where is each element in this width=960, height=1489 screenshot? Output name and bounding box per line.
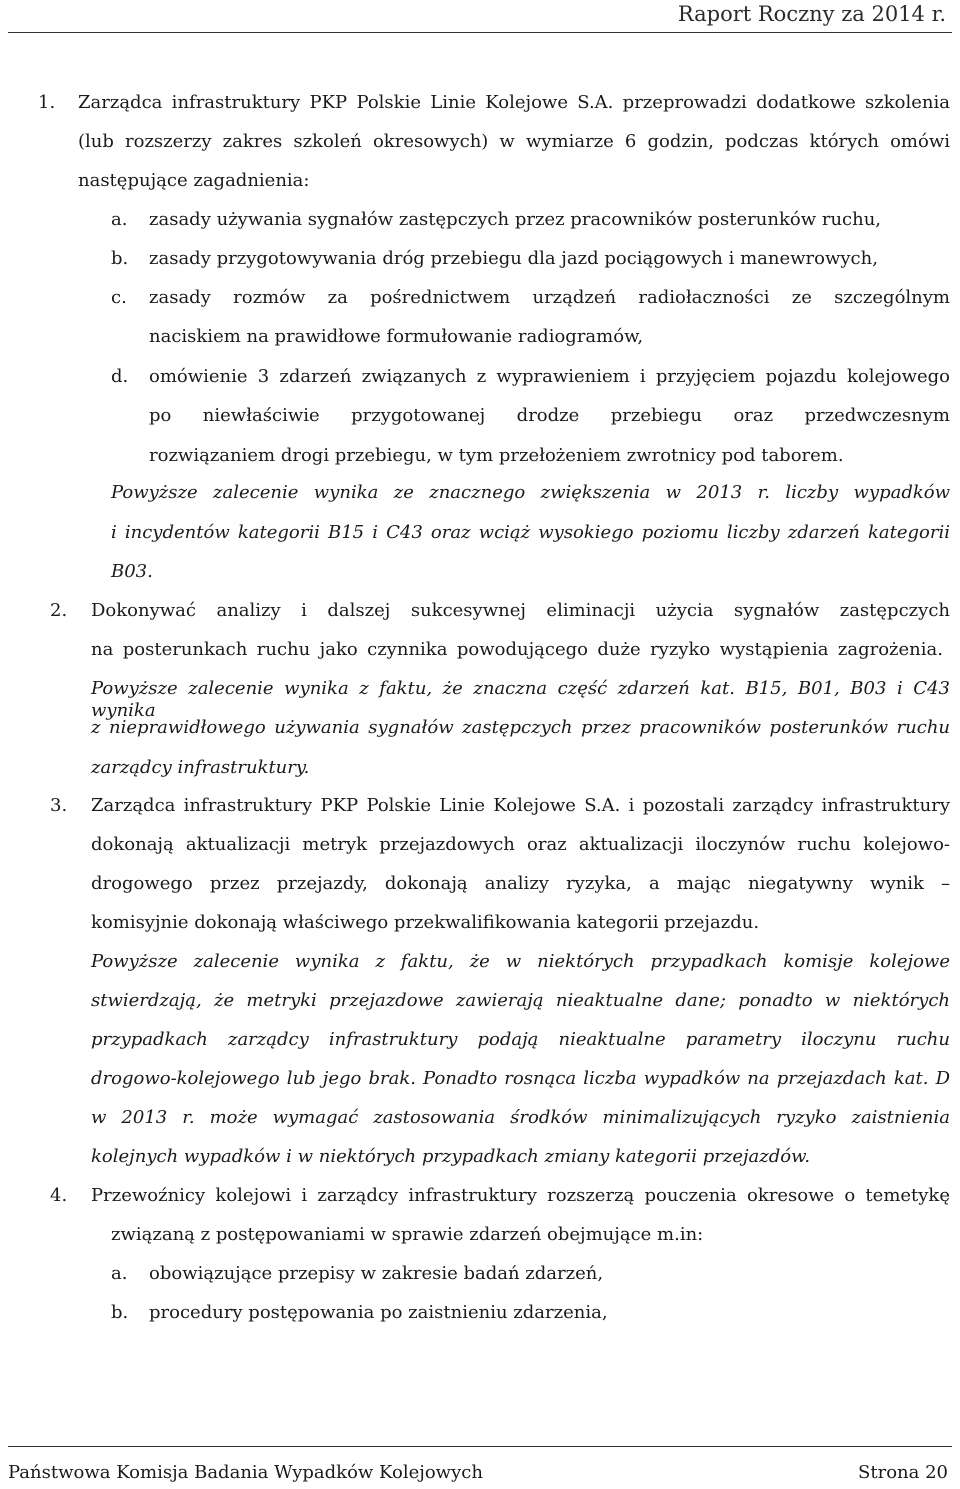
item-text-line: związaną z postępowaniami w sprawie zdarzeń obejmujące m.in: xyxy=(111,1224,704,1245)
item-note-line: drogowo-kolejowego lub jego brak. Ponadto rosnąca liczba wypadków na przejazdach kat. D xyxy=(91,1068,950,1089)
item-note-line: B03. xyxy=(111,561,153,582)
subitem-text: omówienie 3 zdarzeń związanych z wyprawieniem i przyjęciem pojazdu kolejowego xyxy=(149,366,950,387)
item-text-line: na posterunkach ruchu jako czynnika powodującego duże ryzyko wystąpienia zagrożenia. xyxy=(91,639,943,660)
subitem-letter: a. xyxy=(111,209,128,230)
page-number: Strona 20 xyxy=(858,1462,948,1483)
item-note-line: Powyższe zalecenie wynika ze znacznego zwiększenia w 2013 r. liczby wypadków xyxy=(111,482,950,503)
item-note-line: stwierdzają, że metryki przejazdowe zawierają nieaktualne dane; ponadto w niektórych xyxy=(91,990,950,1011)
item-number: 1. xyxy=(38,92,56,113)
item-note-line: Powyższe zalecenie wynika z faktu, że w niektórych przypadkach komisje kolejowe xyxy=(91,951,950,972)
header-divider xyxy=(8,32,952,33)
item-text-line: następujące zagadnienia: xyxy=(78,170,310,191)
subitem-text: zasady używania sygnałów zastępczych przez pracowników posterunków ruchu, xyxy=(149,209,882,230)
item-note-line: przypadkach zarządcy infrastruktury podają nieaktualne parametry iloczynu ruchu xyxy=(91,1029,950,1050)
report-title: Raport Roczny za 2014 r. xyxy=(677,2,946,26)
item-note-line: zarządcy infrastruktury. xyxy=(91,757,310,778)
item-note-line: w 2013 r. może wymagać zastosowania środków minimalizujących ryzyko zaistnienia xyxy=(91,1107,950,1128)
subitem-text: obowiązujące przepisy w zakresie badań zdarzeń, xyxy=(149,1263,604,1284)
item-note-line: Powyższe zalecenie wynika z faktu, że znaczna część zdarzeń kat. B15, B01, B03 i C43 wynika xyxy=(91,678,950,721)
item-number: 4. xyxy=(50,1185,68,1206)
footer-organization: Państwowa Komisja Badania Wypadków Kolejowych xyxy=(8,1462,483,1483)
subitem-letter: b. xyxy=(111,1302,129,1323)
subitem-letter: c. xyxy=(111,287,127,308)
subitem-text: zasady rozmów za pośrednictwem urządzeń radiołaczności ze szczególnym xyxy=(149,287,950,308)
subitem-text: naciskiem na prawidłowe formułowanie radiogramów, xyxy=(149,326,644,347)
item-note-line: kolejnych wypadków i w niektórych przypadkach zmiany kategorii przejazdów. xyxy=(91,1146,811,1167)
item-text-line: (lub rozszerzy zakres szkoleń okresowych) w wymiarze 6 godzin, podczas których omówi xyxy=(78,131,950,152)
subitem-text: procedury postępowania po zaistnieniu zdarzenia, xyxy=(149,1302,608,1323)
item-text-line: komisyjnie dokonają właściwego przekwalifikowania kategorii przejazdu. xyxy=(91,912,760,933)
subitem-text: zasady przygotowywania dróg przebiegu dla jazd pociągowych i manewrowych, xyxy=(149,248,878,269)
subitem-letter: b. xyxy=(111,248,129,269)
subitem-text: po niewłaściwie przygotowanej drodze przebiegu oraz przedwczesnym xyxy=(149,405,950,426)
item-text-line: Zarządca infrastruktury PKP Polskie Linie Kolejowe S.A. przeprowadzi dodatkowe szkolenia xyxy=(78,92,950,113)
item-text-line: dokonają aktualizacji metryk przejazdowych oraz aktualizacji iloczynów ruchu kolejowo- xyxy=(91,834,950,855)
subitem-text: rozwiązaniem drogi przebiegu, w tym przełożeniem zwrotnicy pod taborem. xyxy=(149,445,844,466)
item-number: 2. xyxy=(50,600,68,621)
subitem-letter: a. xyxy=(111,1263,128,1284)
item-note-line: i incydentów kategorii B15 i C43 oraz wciąż wysokiego poziomu liczby zdarzeń kategorii xyxy=(111,522,950,543)
item-text-line: Zarządca infrastruktury PKP Polskie Linie Kolejowe S.A. i pozostali zarządcy infrastruktury xyxy=(91,795,950,816)
item-text-line: Dokonywać analizy i dalszej sukcesywnej eliminacji użycia sygnałów zastępczych xyxy=(91,600,950,621)
footer-divider xyxy=(8,1446,952,1447)
item-text-line: Przewoźnicy kolejowi i zarządcy infrastruktury rozszerzą pouczenia okresowe o temetykę xyxy=(91,1185,950,1206)
item-number: 3. xyxy=(50,795,68,816)
item-note-line: z nieprawidłowego używania sygnałów zastępczych przez pracowników posterunków ruchu xyxy=(91,717,950,738)
subitem-letter: d. xyxy=(111,366,129,387)
item-text-line: drogowego przez przejazdy, dokonają analizy ryzyka, a mając niegatywny wynik – xyxy=(91,873,950,894)
